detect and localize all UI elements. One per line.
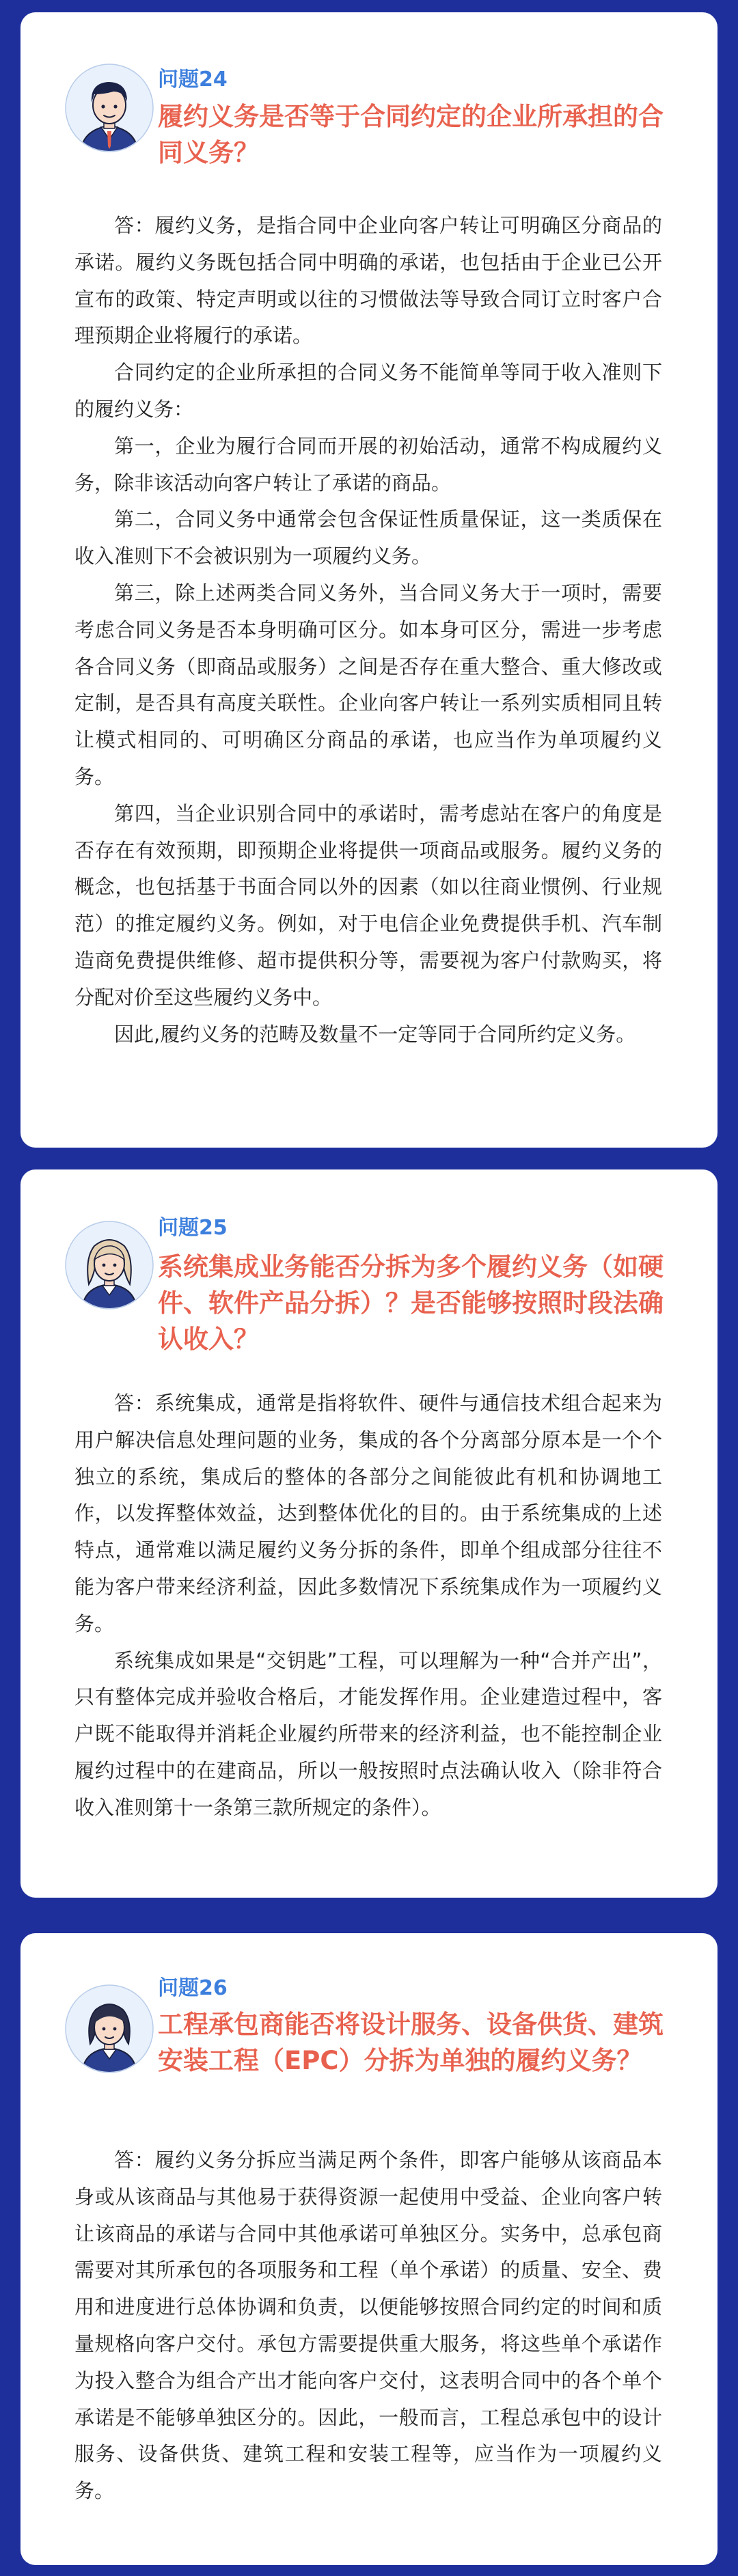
answer-paragraph: 答：履约义务分拆应当满足两个条件，即客户能够从该商品本身或从该商品与其他易于获得资源一起使用中受益、企业向客户转让该商品的承诺与合同中其他承诺可单独区分。实务中，总承包商需要对其所承包的各项服务和工程（单个承诺）的质量、安全、费用和进度进行总体协调和负责，以便能够按照合同约定的时间和质量规格向客户交付。承包方需要提供重大服务，将这些单个承诺作为投入整合为组合产出才能向客户交付，这表明合同中的各个单个承诺是不能够单独区分的。因此，一般而言，工程总承包中的设计服务、设备供货、建筑工程和安装工程等，应当作为一项履约义务。 xyxy=(74,2148,662,2503)
answer-paragraph: 合同约定的企业所承担的合同义务不能简单等同于收入准则下的履约义务： xyxy=(74,361,662,421)
qa-card-24 xyxy=(20,12,718,1148)
answer-paragraph: 答：履约义务，是指合同中企业向客户转让可明确区分商品的承诺。履约义务既包括合同中明确的承诺，也包括由于企业已公开宣布的政策、特定声明或以往的习惯做法等导致合同订立时客户合理预期企业将履行的承诺。 xyxy=(74,214,662,348)
answer-text xyxy=(74,2142,662,2510)
question-header xyxy=(20,1169,718,1354)
answer-paragraph: 第四，当企业识别合同中的承诺时，需考虑站在客户的角度是否存在有效预期，即预期企业将提供一项商品或服务。履约义务的概念，也包括基于书面合同以外的因素（如以往商业惯例、行业规范）的推定履约义务。例如，对于电信企业免费提供手机、汽车制造商免费提供维修、超市提供积分等，需要视为客户付款购买，将分配对价至这些履约义务中。 xyxy=(74,801,662,1009)
answer-paragraph: 因此,履约义务的范畴及数量不一定等同于合同所约定义务。 xyxy=(114,1022,636,1046)
question-number: 问题25 xyxy=(158,1216,228,1240)
qa-card-25 xyxy=(20,1169,718,1898)
answer-paragraph: 第三，除上述两类合同义务外，当合同义务大于一项时，需要考虑合同义务是否本身明确可区分。如本身可区分，需进一步考虑各合同义务（即商品或服务）之间是否存在重大整合、重大修改或定制，是否具有高度关联性。企业向客户转让一系列实质相同且转让模式相同的、可明确区分商品的承诺，也应当作为单项履约义务。 xyxy=(74,581,662,788)
qa-card-26 xyxy=(20,1933,718,2565)
avatar-woman-icon xyxy=(64,1984,154,2074)
question-title: 履约义务是否等于合同约定的企业所承担的合同义务？ xyxy=(158,102,664,167)
avatar-man-icon xyxy=(64,63,154,153)
question-title: 系统集成业务能否分拆为多个履约义务（如硬件、软件产品分拆）？是否能够按照时段法确认收入？ xyxy=(158,1252,664,1354)
answer-paragraph: 系统集成如果是“交钥匙”工程，可以理解为一种“合并产出”，只有整体完成并验收合格后，才能发挥作用。企业建造过程中，客户既不能取得并消耗企业履约所带来的经济利益，也不能控制企业履约过程中的在建商品，所以一般按照时点法确认收入（除非符合收入准则第十一条第三款所规定的条件）。 xyxy=(74,1648,662,1819)
avatar-woman-icon xyxy=(64,1220,154,1310)
question-header xyxy=(20,12,718,167)
answer-paragraph: 答：系统集成，通常是指将软件、硬件与通信技术组合起来为用户解决信息处理问题的业务，集成的各个分离部分原本是一个个独立的系统，集成后的整体的各部分之间能彼此有机和协调地工作，以发挥整体效益，达到整体优化的目的。由于系统集成的上述特点，通常难以满足履约义务分拆的条件，即单个组成部分往往不能为客户带来经济利益，因此多数情况下系统集成作为一项履约义务。 xyxy=(74,1391,662,1635)
answer-paragraph: 第一，企业为履行合同而开展的初始活动，通常不构成履约义务，除非该活动向客户转让了承诺的商品。 xyxy=(74,434,662,495)
question-number: 问题26 xyxy=(158,1976,228,2000)
answer-text xyxy=(74,208,662,1053)
question-number: 问题24 xyxy=(158,68,228,92)
question-header xyxy=(20,1933,718,2083)
answer-paragraph: 第二，合同义务中通常会包含保证性质量保证，这一类质保在收入准则下不会被识别为一项履约义务。 xyxy=(74,508,662,568)
question-title: 工程承包商能否将设计服务、设备供货、建筑安装工程（EPC）分拆为单独的履约义务？ xyxy=(158,2010,664,2075)
answer-text xyxy=(74,1385,662,1827)
